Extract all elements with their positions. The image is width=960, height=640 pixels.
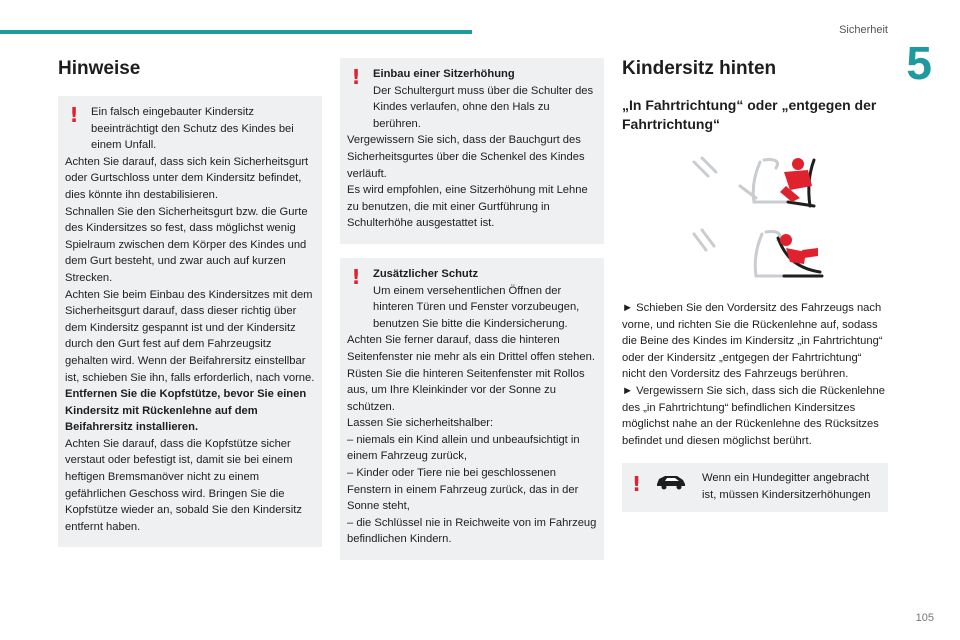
car-dog-icon [650,472,692,490]
paragraph: Achten Sie darauf, dass sich kein Sicherheitsgurt oder Gurtschloss unter dem Kindersitz befindet, dies könnte ihn destabilisieren. [65,155,309,201]
page-number: 105 [915,612,934,624]
warning-box-extra-protection [340,258,604,560]
chapter-number: 5 [906,37,932,89]
subheading-direction: „In Fahrtrichtung“ oder „entgegen der Fahrtrichtung“ [622,97,877,132]
paragraph: Rüsten Sie die hinteren Seitenfenster mit Rollos aus, um Ihre Kleinkinder vor der Sonne zu schützen. [347,367,585,413]
section-label: Sicherheit [839,24,888,36]
warning-box-booster [340,58,604,244]
warning-icon: ! [632,472,642,497]
paragraph: Achten Sie darauf, dass die Kopfstütze sicher verstaut oder befestigt ist, damit sie bei einem heftigen Bremsmanöver nicht zu einem gefährlichen Geschoss wird. Bringen Sie die Kopfstütze wieder an, sobald Sie den Kindersitz entfernt haben. [65,437,302,533]
heading-hinweise: Hinweise [58,58,141,79]
column-rear-child-seat [622,58,888,512]
warning-first-line: ! Einbau einer Sitzerhöhung Der Schultergurt muss über die Schulter des Kindes verlaufen, ohne den Hals zu berühren. [347,66,598,132]
column-notes [58,58,322,561]
paragraph: Achten Sie beim Einbau des Kindersitzes mit dem Sicherheitsgurt darauf, dass dieser richtig über dem Kindersitz gespannt ist und der Kindersitz durch den Gurt fest auf dem Fahrzeugsitz gehalten wird. Wenn der Beifahrersitz einstellbar ist, schieben Sie ihn, falls erforderlich, nach vorne. [65,288,315,384]
box-title: Einbau einer Sitzerhöhung [373,68,515,80]
list-item: – die Schlüssel nie in Reichweite von im Fahrzeug befindlichen Kindern. [347,516,597,546]
instruction-item: ► Vergewissern Sie sich, dass sich die Rückenlehne des „in Fahrtrichtung“ befindlichen Kindersitzes möglichst nahe an der Rückenlehne des Rücksitzes befindet und diesen möglichst berührt. [622,384,885,447]
note-text: Wenn ein Hundegitter angebracht ist, müssen Kindersitzerhöhungen [702,472,871,501]
warning-box-dog-guard [622,463,888,511]
warning-box-notes [58,96,322,547]
paragraph: Lassen Sie sicherheitshalber: [347,417,494,430]
warning-first-line: ! Zusätzlicher Schutz Um einem versehentlichen Öffnen der hinteren Türen und Fenster vorzubeugen, benutzen Sie bitte die Kindersicherung. [347,266,598,332]
paragraph: Vergewissern Sie sich, dass der Bauchgurt des Sicherheitsgurtes über die Schenkel des Kindes verläuft. [347,134,585,180]
illustration-forward-facing [622,156,888,212]
paragraph: Achten Sie ferner darauf, dass die hinteren Seitenfenster nie mehr als ein Drittel offen stehen. [347,334,595,363]
warning-first-line: ! Ein falsch eingebauter Kindersitz beeinträchtigt den Schutz des Kindes bei einem Unfall. [65,104,316,154]
column-booster [340,58,604,574]
instructions [622,300,888,449]
list-item: – Kinder oder Tiere nie bei geschlossenen Fenstern in einem Fahrzeug zurück, das in der Sonne steht, [347,467,579,513]
warning-icon: ! [351,65,361,89]
paragraph: Es wird empfohlen, eine Sitzerhöhung mit Lehne zu benutzen, die mit einer Gurtführung in Schulterhöhe ausgestattet ist. [347,184,588,230]
header-accent-bar [0,30,472,34]
heading-kindersitz-hinten: Kindersitz hinten [622,58,777,79]
instruction-item: ► Schieben Sie den Vordersitz des Fahrzeugs nach vorne, und richten Sie die Rückenlehne auf, sodass die Beine des Kindes im Kindersitz „in Fahrtrichtung“ oder der Kindersitz „entgegen der Fahrtrichtung“ nicht den Vordersitz des Fahrzeugs berühren. [622,302,883,381]
box-title: Zusätzlicher Schutz [373,267,479,280]
warning-icon: ! [351,264,361,289]
bold-paragraph: Entfernen Sie die Kopfstütze, bevor Sie einen Kindersitz mit Rückenlehne auf dem Beifahrersitz installieren. [65,388,307,434]
warning-icon: ! [69,103,79,127]
rear-facing-seat-icon [680,228,830,284]
forward-facing-seat-icon [680,156,830,212]
paragraph: Schnallen Sie den Sicherheitsgurt bzw. die Gurte des Kindersitzes so fest, dass möglichst wenig Spielraum zwischen dem Körper des Kindes und dem Gurt besteht, und zwar auch auf kurzen Strecken. [65,205,308,284]
list-item: – niemals ein Kind allein und unbeaufsichtigt in einem Fahrzeug zurück, [347,433,580,463]
illustration-rear-facing [622,228,888,284]
